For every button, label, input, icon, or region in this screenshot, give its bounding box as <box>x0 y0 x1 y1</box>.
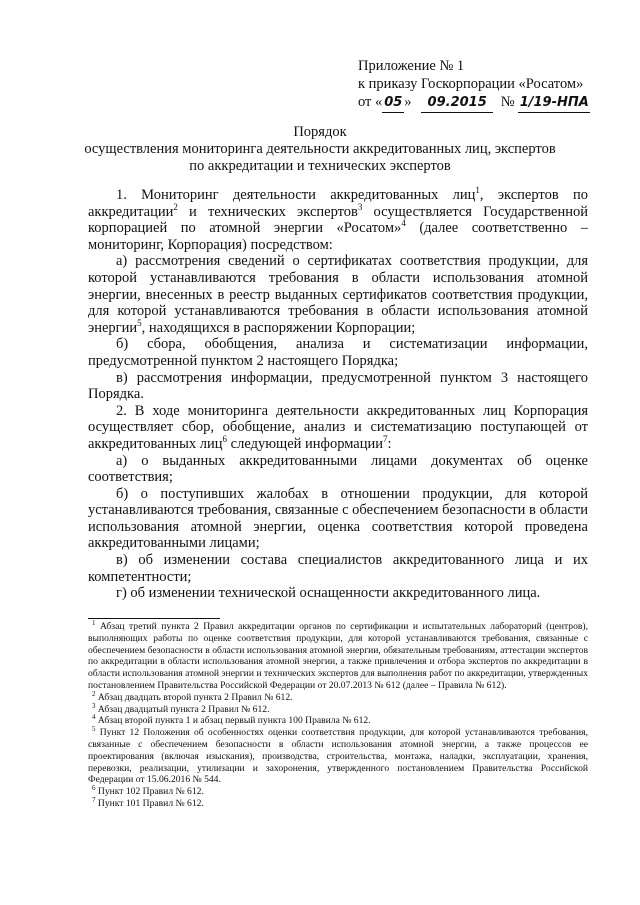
appendix-header <box>358 57 590 113</box>
footnotes <box>88 618 588 810</box>
document-title <box>60 124 580 175</box>
footnote-ref: 6 <box>222 434 228 445</box>
footnote-ref: 3 <box>357 201 363 212</box>
appendix-date-line: от « 05 » 09.2015 № 1/19-НПА <box>358 93 590 113</box>
footnote: $^1$ Абзац третий пункта 2 Правил аккредитации органов по сертификации и испытательных лабораторий (центров), выполняющих работы по оценке соответствия продукции, для которой устанавливаются требования, связанные с обеспечением безопасности в области использования атомной энергии, обязательным требованиям, аттестации экспертов по аккредитации в области использования атомной энергии, а также привлечения и отбора экспертов по аккредитации в области использования атомной энергии и технических экспертов для выполнения работ по аккредитации, утвержденных постановлением Правительства Российской Федерации от 20.07.2013 № 612 (далее – Правила № 612). <box>88 618 588 691</box>
handwritten-day: 05 <box>382 94 404 113</box>
paragraph-2b: б) о поступивших жалобах в отношении продукции, для которой устанавливаются требования, связанные с обеспечением безопасности в области использования атомной энергии, оценка соответствия которой проведена аккредитованными лицами; <box>88 485 588 552</box>
footnote-ref: 1 <box>475 185 480 196</box>
paragraph-1b: б) сбора, обобщения, анализа и систематизации информации, предусмотренной пунктом 2 настоящего Порядка; <box>88 336 588 369</box>
paragraph-1: 1. Мониторинг деятельности аккредитованных лиц$^1$, экспертов по аккредитации$^2$ и технических экспертов$^3$ осуществляется Государственной корпорацией по атомной энергии «Росатом»$^4$ (далее соответственно – мониторинг, Корпорация) посредством: <box>88 185 588 253</box>
paragraph-2: 2. В ходе мониторинга деятельности аккредитованных лиц Корпорация осуществляет сбор, обобщение, анализ и систематизацию поступающей от аккредитованных лиц$^6$ следующей информации$^7$: <box>88 402 588 452</box>
footnote-ref: 7 <box>383 434 388 445</box>
title-heading: Порядок <box>293 124 347 140</box>
handwritten-order-number: 1/19-НПА <box>518 94 590 113</box>
paragraph-2a: а) о выданных аккредитованными лицами документах об оценке соответствия; <box>88 452 588 486</box>
footnote-divider <box>88 618 220 619</box>
footnote: $^2$ Абзац двадцать второй пункта 2 Правил № 612. <box>92 689 293 703</box>
footnote: $^4$ Абзац второй пункта 1 и абзац первый пункта 100 Правила № 612. <box>92 713 371 727</box>
appendix-title: Приложение № 1 <box>358 58 465 74</box>
footnote-ref: 4 <box>401 218 406 229</box>
footnote: $^5$ Пункт 12 Положения об особенностях оценки соответствия продукции, для которой устанавливаются требования, связанные с обеспечением безопасности в области использования атомной энергии, а также процессов ее проектирования (включая изыскания), производства, строительства, монтажа, наладки, эксплуатации, хранения, перевозки, реализации, утилизации и захоронения, утвержденного постановлением Правительства Российской Федерации от 15.06.2016 № 544. <box>88 724 588 786</box>
paragraph-2c: в) об изменении состава специалистов аккредитованного лица и их компетентности; <box>88 552 588 585</box>
footnote: $^3$ Абзац двадцатый пункта 2 Правил № 612. <box>92 701 270 715</box>
paragraph-1c: в) рассмотрения информации, предусмотренной пунктом 3 настоящего Порядка. <box>88 369 588 403</box>
footnote-ref: 2 <box>173 201 178 212</box>
appendix-order-ref: к приказу Госкорпорации «Росатом» <box>358 76 584 92</box>
footnote: $^6$ Пункт 102 Правил № 612. <box>92 783 204 798</box>
footnote: $^7$ Пункт 101 Правил № 612. <box>92 795 204 809</box>
title-line-2: осуществления мониторинга деятельности аккредитованных лиц, экспертов <box>84 141 556 157</box>
handwritten-month-year: 09.2015 <box>421 94 493 113</box>
paragraph-2d: г) об изменении технической оснащенности аккредитованного лица. <box>116 585 541 602</box>
document-body <box>88 187 588 602</box>
title-line-3: по аккредитации и технических экспертов <box>189 158 451 174</box>
footnote-ref: 5 <box>137 317 142 328</box>
paragraph-1a: а) рассмотрения сведений о сертификатах соответствия продукции, для которой устанавливаются требования в области использования атомной энергии, внесенных в реестр выданных сертификатов соответствия продукции, для которой устанавливаются требования в области использования атомной энергии$^5$, находящихся в распоряжении Корпорации; <box>88 253 588 336</box>
